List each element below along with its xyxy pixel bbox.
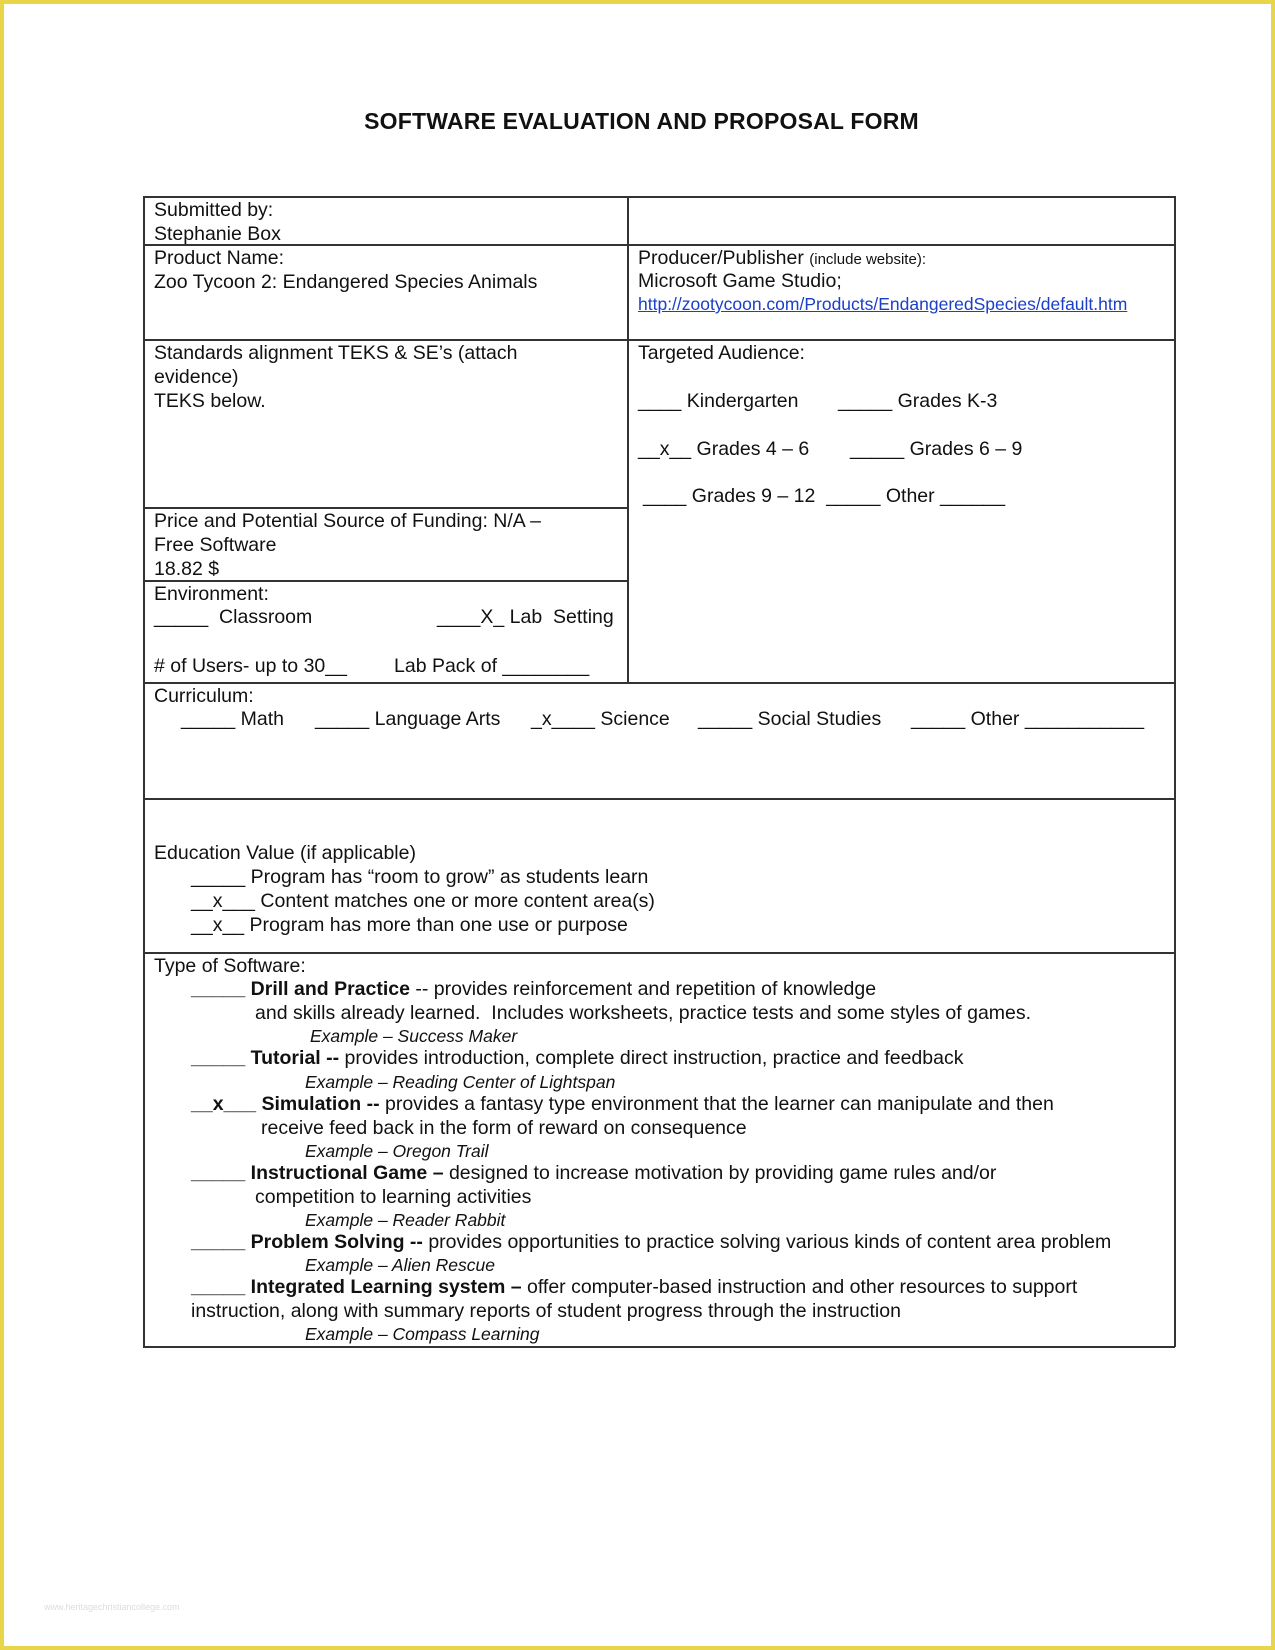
type-mark: _____ <box>191 1231 246 1253</box>
type-ils-example: Example – Compass Learning <box>305 1324 540 1344</box>
environment-users: # of Users- up to 30__ <box>154 655 347 677</box>
software-type-label: Type of Software: <box>154 955 306 977</box>
column-divider <box>627 196 629 683</box>
education-label: Education Value (if applicable) <box>154 842 416 864</box>
type-desc: provides opportunities to practice solving various kinds of content area problem <box>422 1231 1112 1253</box>
type-tutorial <box>191 1046 963 1070</box>
type-desc: provides a fantasy type environment that the learner can manipulate and then <box>379 1093 1054 1115</box>
submitted-by-label: Submitted by: <box>154 199 274 221</box>
watermark-text: www.heritagechristiancollege.com <box>44 1602 180 1612</box>
standards-line-2: evidence) <box>154 366 239 388</box>
education-item-multiple-use: __x__ Program has more than one use or purpose <box>191 914 628 936</box>
audience-grades-4-6: __x__ Grades 4 – 6 <box>638 438 810 460</box>
education-item-room-to-grow: _____ Program has “room to grow” as students learn <box>191 866 649 888</box>
type-simulation-desc-2: receive feed back in the form of reward on consequence <box>261 1117 747 1139</box>
producer-note: (include website): <box>809 251 926 268</box>
type-desc: provides introduction, complete direct instruction, practice and feedback <box>339 1047 964 1069</box>
type-drill-practice <box>191 977 876 1001</box>
curriculum-math: _____ Math <box>181 708 284 730</box>
type-mark: _____ <box>191 1162 246 1184</box>
price-line-1: Price and Potential Source of Funding: N/A – <box>154 510 541 532</box>
curriculum-social-studies: _____ Social Studies <box>698 708 882 730</box>
type-game-desc-2: competition to learning activities <box>255 1186 532 1208</box>
producer-label-text: Producer/Publisher <box>638 247 804 269</box>
environment-lab-pack: Lab Pack of ________ <box>394 655 590 677</box>
type-name: Tutorial -- <box>250 1047 340 1069</box>
environment-lab-setting: ____X_ Lab Setting <box>437 606 614 628</box>
type-simulation-example: Example – Oregon Trail <box>305 1141 489 1161</box>
audience-grades-k3: _____ Grades K-3 <box>838 390 998 412</box>
type-mark: _____ <box>191 978 246 1000</box>
curriculum-other: _____ Other ___________ <box>911 708 1145 730</box>
producer-website-link[interactable]: http://zootycoon.com/Products/EndangeredSpecies/default.htm <box>638 294 1128 314</box>
table-border-top <box>143 196 1175 198</box>
product-name-label: Product Name: <box>154 247 285 269</box>
type-tutorial-example: Example – Reading Center of Lightspan <box>305 1072 616 1092</box>
submitted-by-value: Stephanie Box <box>154 223 281 245</box>
product-name-value: Zoo Tycoon 2: Endangered Species Animals <box>154 271 538 293</box>
standards-line-1: Standards alignment TEKS & SE’s (attach <box>154 342 518 364</box>
type-name: Integrated Learning system – <box>250 1276 522 1298</box>
type-mark: __x___ <box>191 1093 257 1115</box>
curriculum-science: _x____ Science <box>531 708 670 730</box>
type-desc: designed to increase motivation by providing game rules and/or <box>443 1162 997 1184</box>
education-item-content-matches: __x___ Content matches one or more content area(s) <box>191 890 655 912</box>
curriculum-label: Curriculum: <box>154 685 254 707</box>
form-title: SOFTWARE EVALUATION AND PROPOSAL FORM <box>364 108 919 134</box>
audience-kindergarten: ____ Kindergarten <box>638 390 799 412</box>
table-border-bottom <box>143 1346 1175 1348</box>
row-divider <box>143 682 1175 684</box>
type-desc: offer computer-based instruction and other resources to support <box>521 1276 1078 1298</box>
environment-classroom: _____ Classroom <box>154 606 313 628</box>
audience-label: Targeted Audience: <box>638 342 805 364</box>
table-border-left <box>143 196 145 1347</box>
type-name: Simulation -- <box>261 1093 380 1115</box>
evaluation-form-table <box>143 196 1175 1347</box>
type-problem-solving <box>191 1230 1111 1254</box>
price-line-2: Free Software <box>154 534 277 556</box>
type-desc: -- provides reinforcement and repetition of knowledge <box>409 978 877 1000</box>
environment-label: Environment: <box>154 583 269 605</box>
row-divider <box>143 798 1175 800</box>
type-mark: _____ <box>191 1276 246 1298</box>
type-ils-desc-2: instruction, along with summary reports of student progress through the instruction <box>191 1300 901 1322</box>
type-integrated-learning <box>191 1275 1077 1299</box>
audience-grades-9-12-other: ____ Grades 9 – 12 _____ Other ______ <box>643 485 1006 507</box>
type-game-example: Example – Reader Rabbit <box>305 1210 506 1230</box>
producer-value: Microsoft Game Studio; <box>638 270 842 292</box>
type-simulation <box>191 1092 1054 1116</box>
audience-grades-6-9: _____ Grades 6 – 9 <box>850 438 1023 460</box>
type-drill-example: Example – Success Maker <box>310 1026 518 1046</box>
type-instructional-game <box>191 1161 996 1185</box>
type-problem-example: Example – Alien Rescue <box>305 1255 496 1275</box>
table-border-right <box>1174 196 1176 1347</box>
price-line-3: 18.82 $ <box>154 558 220 580</box>
type-name: Drill and Practice <box>250 978 410 1000</box>
standards-line-3: TEKS below. <box>154 390 266 412</box>
type-drill-desc-2: and skills already learned. Includes worksheets, practice tests and some styles of games. <box>255 1002 1032 1024</box>
curriculum-language-arts: _____ Language Arts <box>315 708 501 730</box>
type-name: Problem Solving -- <box>250 1231 423 1253</box>
type-mark: _____ <box>191 1047 246 1069</box>
type-name: Instructional Game – <box>250 1162 444 1184</box>
